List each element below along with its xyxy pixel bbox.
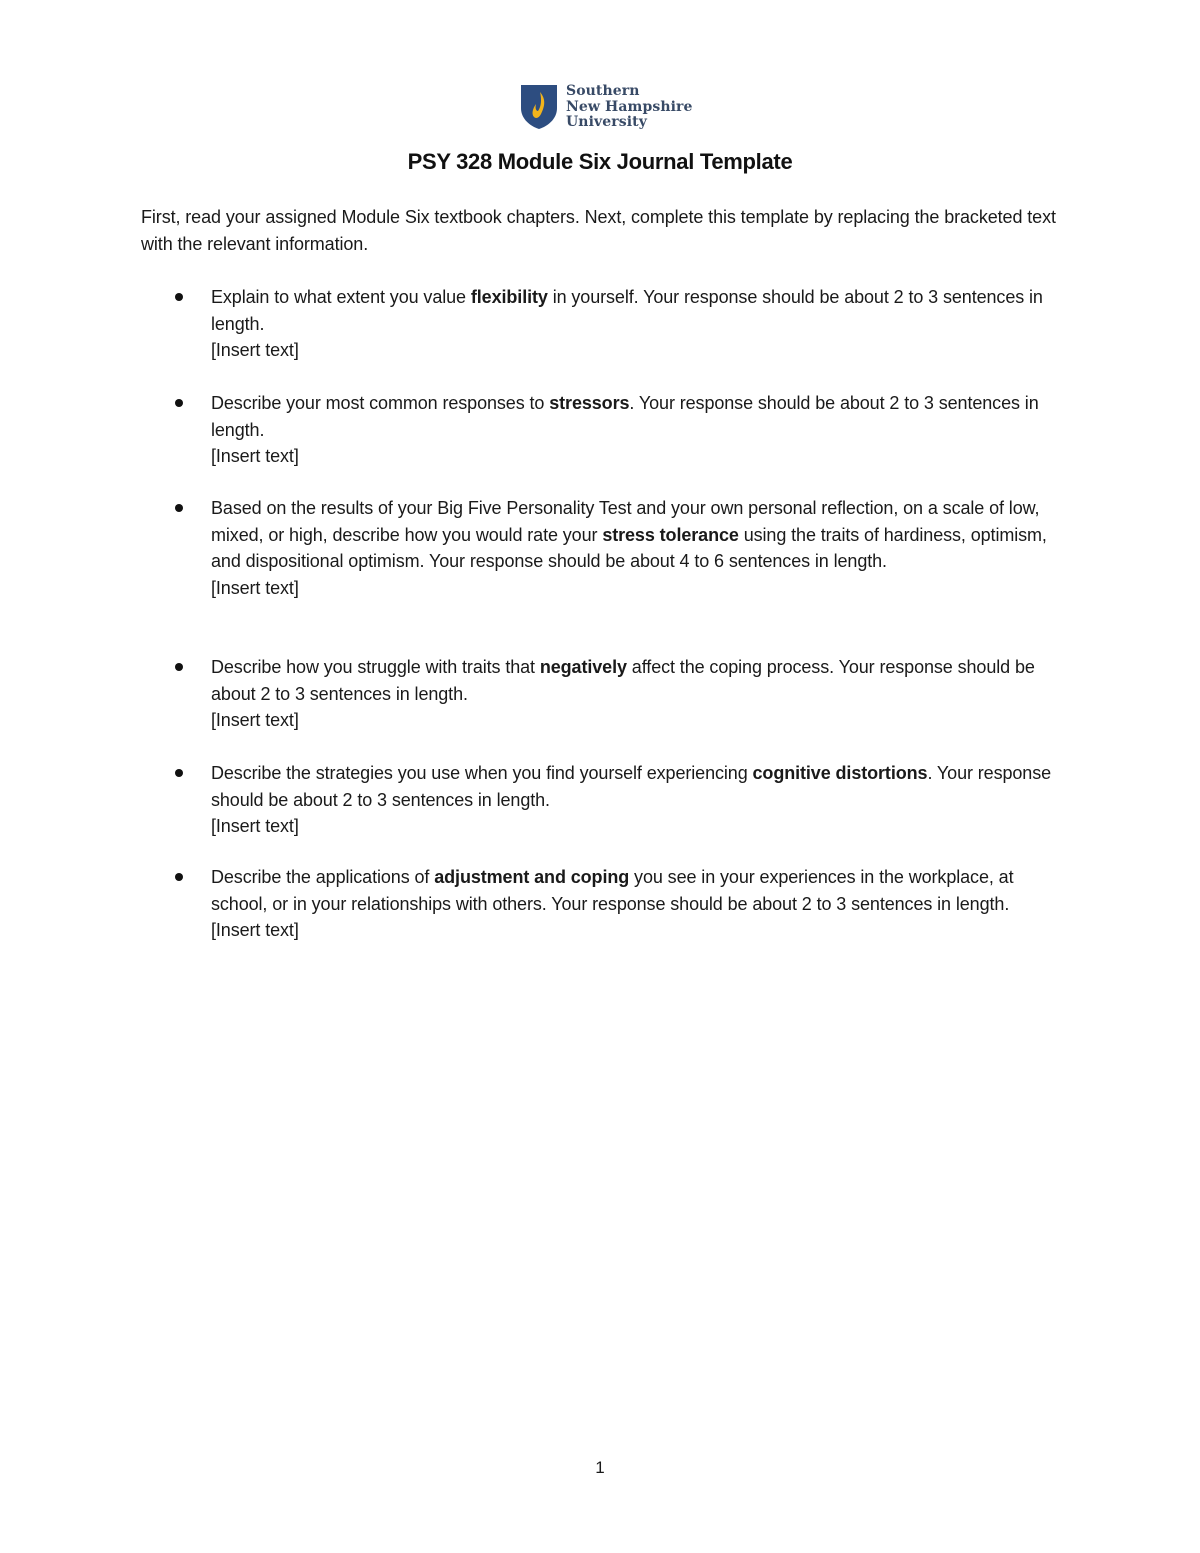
logo-line-2: New Hampshire	[566, 98, 693, 115]
page-number: 1	[595, 1458, 605, 1477]
insert-text-placeholder: [Insert text]	[211, 446, 299, 466]
logo-line-3: University	[566, 114, 647, 130]
prompt-text: Describe how you struggle with traits that	[211, 657, 540, 677]
prompt-text: Describe the strategies you use when you find yourself experiencing	[211, 763, 753, 783]
prompt-keyword: flexibility	[470, 287, 548, 307]
insert-text-placeholder: [Insert text]	[211, 577, 299, 598]
prompt-text-end: affect the coping process. Your response should be about 2 to 3 sentences in length.	[211, 657, 1035, 704]
intro-paragraph: First, read your assigned Module Six textbook chapters. Next, complete this template by replacing the bracketed text with the relevant information.	[141, 207, 1056, 254]
prompt-keyword: adjustment and coping	[434, 867, 630, 887]
prompt-text-end: using the traits of hardiness, optimism, and dispositional optimism. Your response should be about 4 to 6 sentences in length.	[211, 524, 1047, 571]
bullet-icon	[175, 293, 183, 301]
insert-text-placeholder: [Insert text]	[211, 710, 299, 730]
document-title: PSY 328 Module Six Journal Template	[407, 149, 793, 174]
prompt-text: Based on the results of your Big Five Personality Test and your own personal reflection, on a scale of low, mixed, or high, describe how you would rate your	[211, 498, 1040, 545]
insert-text-placeholder: [Insert text]	[211, 816, 299, 836]
prompt-text-end: . Your response should be about 2 to 3 sentences in length.	[211, 763, 1052, 810]
prompt-text: Describe the applications of	[211, 867, 435, 887]
prompt-keyword: cognitive distortions	[752, 763, 928, 783]
prompt-text-end: in yourself. Your response should be about 2 to 3 sentences in length.	[211, 287, 1043, 334]
bullet-icon	[175, 769, 183, 777]
bullet-icon	[175, 873, 183, 881]
prompt-text-end: . Your response should be about 2 to 3 sentences in length.	[211, 393, 1039, 440]
list-item	[211, 495, 1071, 601]
prompt-keyword: negatively	[539, 657, 627, 677]
insert-text-placeholder: [Insert text]	[211, 340, 299, 360]
prompt-keyword: stressors	[549, 393, 630, 413]
insert-text-placeholder: [Insert text]	[211, 920, 299, 940]
prompt-text: Describe your most common responses to	[211, 393, 550, 413]
list-item	[211, 864, 1071, 944]
logo-line-1: Southern	[566, 83, 640, 99]
prompt-text: Explain to what extent you value	[211, 287, 471, 307]
prompt-text-end: you see in your experiences in the workplace, at school, or in your relationships with others. Your response should be about 2 to 3 sentences in length.	[211, 867, 1014, 914]
bullet-icon	[175, 504, 183, 512]
list-item	[211, 390, 1071, 470]
list-item	[211, 654, 1071, 734]
list-item	[211, 284, 1071, 364]
bullet-icon	[175, 399, 183, 407]
list-item	[211, 760, 1071, 840]
prompt-keyword: stress tolerance	[602, 524, 739, 545]
bullet-icon	[175, 663, 183, 671]
